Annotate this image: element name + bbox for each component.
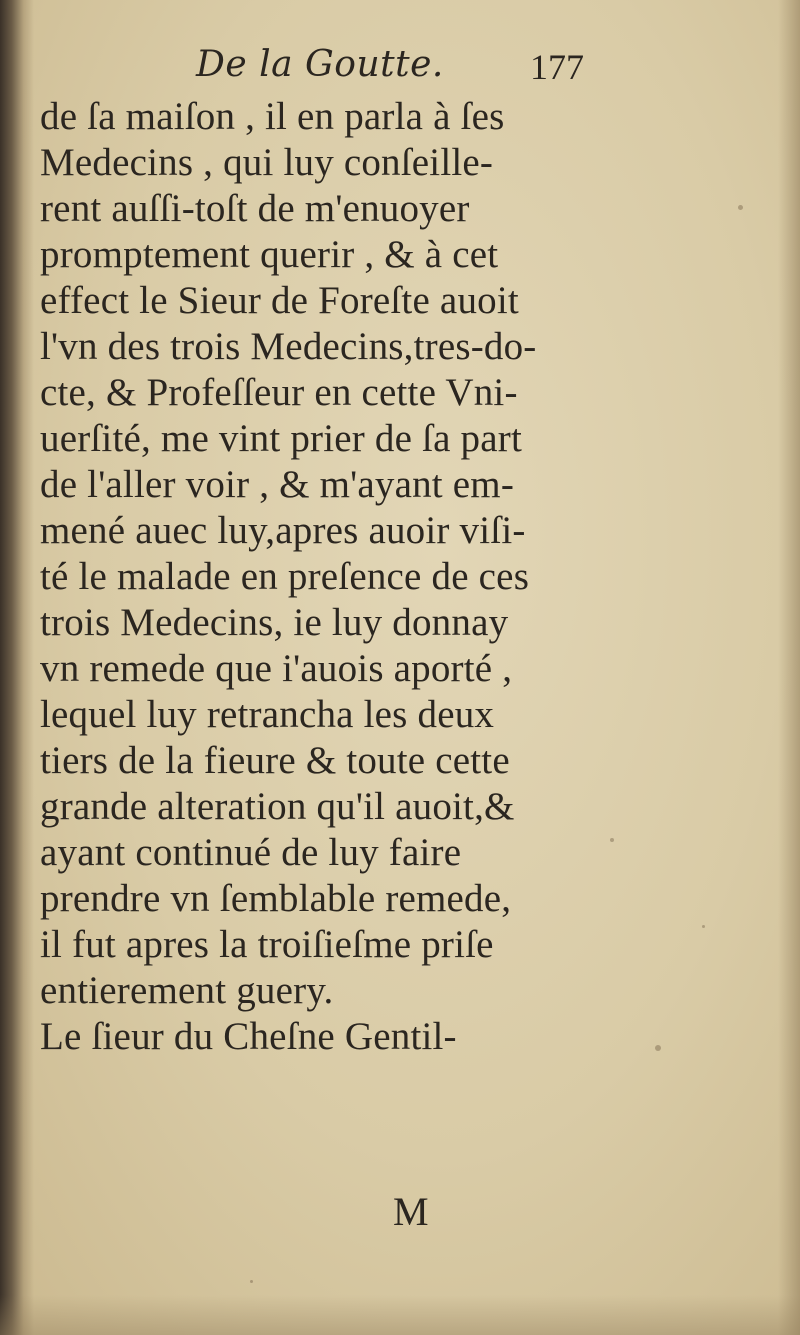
text-line: l'vn des trois Medecins,tres-do- <box>40 325 537 368</box>
text-line: vn remede que i'auois aporté , <box>40 647 513 690</box>
paper-speck <box>738 205 743 210</box>
text-line: té le malade en preſence de ces <box>40 555 530 598</box>
text-line: entierement guery. <box>40 969 334 1012</box>
binding-shadow <box>0 0 34 1335</box>
body-text <box>40 94 600 1060</box>
text-line: mené auec luy,apres auoir viſi- <box>40 509 526 552</box>
text-line: tiers de la fieure & toute cette <box>40 739 510 782</box>
page-edge-bottom <box>0 1295 800 1335</box>
text-line: de l'aller voir , & m'ayant em- <box>40 463 515 506</box>
text-line: cte, & Profeſſeur en cette Vni- <box>40 371 518 414</box>
paper-speck <box>250 1280 253 1283</box>
paper-speck <box>610 838 614 842</box>
paper-speck <box>655 1045 661 1051</box>
text-line: rent auſſi-toſt de m'enuoyer <box>40 187 470 230</box>
text-line: ayant continué de luy faire <box>40 831 462 874</box>
page-edge-right <box>778 0 800 1335</box>
text-line: il fut apres la troiſieſme priſe <box>40 923 494 966</box>
running-head: De la Goutte. <box>196 44 444 85</box>
text-line: effect le Sieur de Foreſte auoit <box>40 279 519 322</box>
text-line: lequel luy retrancha les deux <box>40 693 495 736</box>
page-number: 177 <box>530 47 584 87</box>
catchword: M <box>393 1189 429 1234</box>
text-line: Medecins , qui luy conſeille- <box>40 141 494 184</box>
text-line: Le ſieur du Cheſne Gentil- <box>40 1015 457 1058</box>
text-line: uerſité, me vint prier de ſa part <box>40 417 522 460</box>
text-line: prendre vn ſemblable remede, <box>40 877 512 920</box>
text-line: de ſa maiſon , il en parla à ſes <box>40 95 505 138</box>
text-line: promptement querir , & à cet <box>40 233 499 276</box>
paper-speck <box>702 925 705 928</box>
text-line: grande alteration qu'il auoit,& <box>40 785 515 828</box>
text-line: trois Medecins, ie luy donnay <box>40 601 509 644</box>
